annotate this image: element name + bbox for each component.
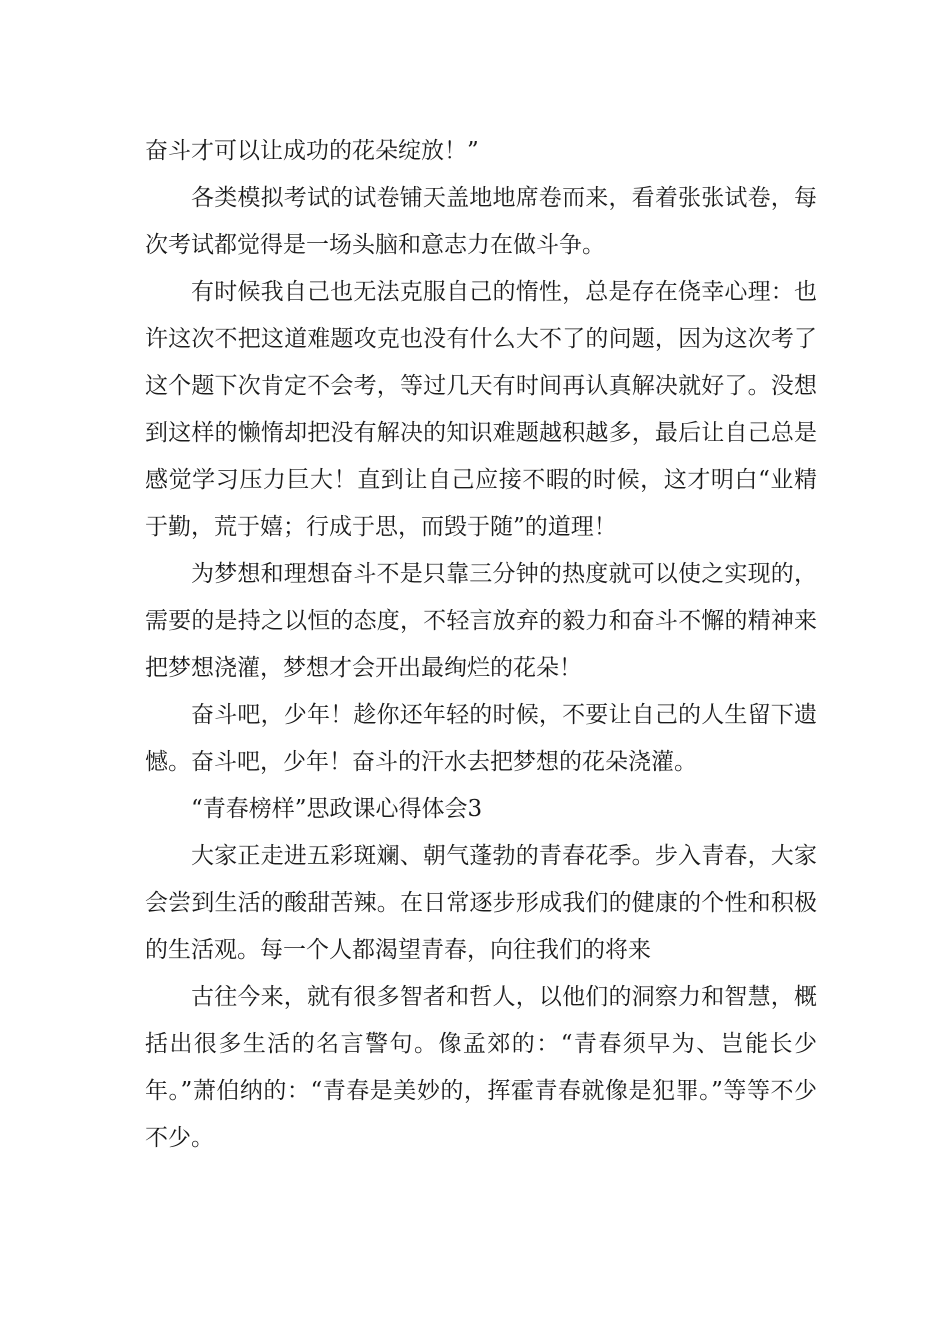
paragraph-5: 奋斗吧，少年！趁你还年轻的时候，不要让自己的人生留下遗憾。奋斗吧，少年！奋斗的汗水去把梦想的花朵浇灌。 [145,702,817,775]
paragraph-3: 有时候我自己也无法克服自己的惰性，总是存在侥幸心理：也许这次不把这道难题攻克也没有什么大不了的问题，因为这次考了这个题下次肯定不会考，等过几天有时间再认真解决就好了。没想到这样的懒惰却把没有解决的知识难题越积越多，最后让自己总是感觉学习压力巨大！直到让自己应接不暇的时候，这才明白“业精于勤，荒于嬉；行成于思，而毁于随”的道理！ [145,279,817,540]
document-body [145,128,817,1162]
paragraph-4: 为梦想和理想奋斗不是只靠三分钟的热度就可以使之实现的，需要的是持之以恒的态度，不轻言放弃的毅力和奋斗不懈的精神来把梦想浇灌，梦想才会开出最绚烂的花朵！ [145,561,817,681]
paragraph-1: 奋斗才可以让成功的花朵绽放！” [145,138,479,164]
section-heading: “青春榜样”思政课心得体会3 [191,796,483,822]
paragraph-6: 大家正走进五彩斑斓、朝气蓬勃的青春花季。步入青春，大家会尝到生活的酸甜苦辣。在日常逐步形成我们的健康的个性和积极的生活观。每一个人都渴望青春，向往我们的将来 [145,843,817,963]
paragraph-2: 各类模拟考试的试卷铺天盖地地席卷而来，看着张张试卷，每次考试都觉得是一场头脑和意志力在做斗争。 [145,185,817,258]
paragraph-7: 古往今来，就有很多智者和哲人，以他们的洞察力和智慧，概括出很多生活的名言警句。像孟郊的：“青春须早为、岂能长少年。”萧伯纳的：“青春是美妙的，挥霍青春就像是犯罪。”等等不少不少。 [145,984,817,1151]
